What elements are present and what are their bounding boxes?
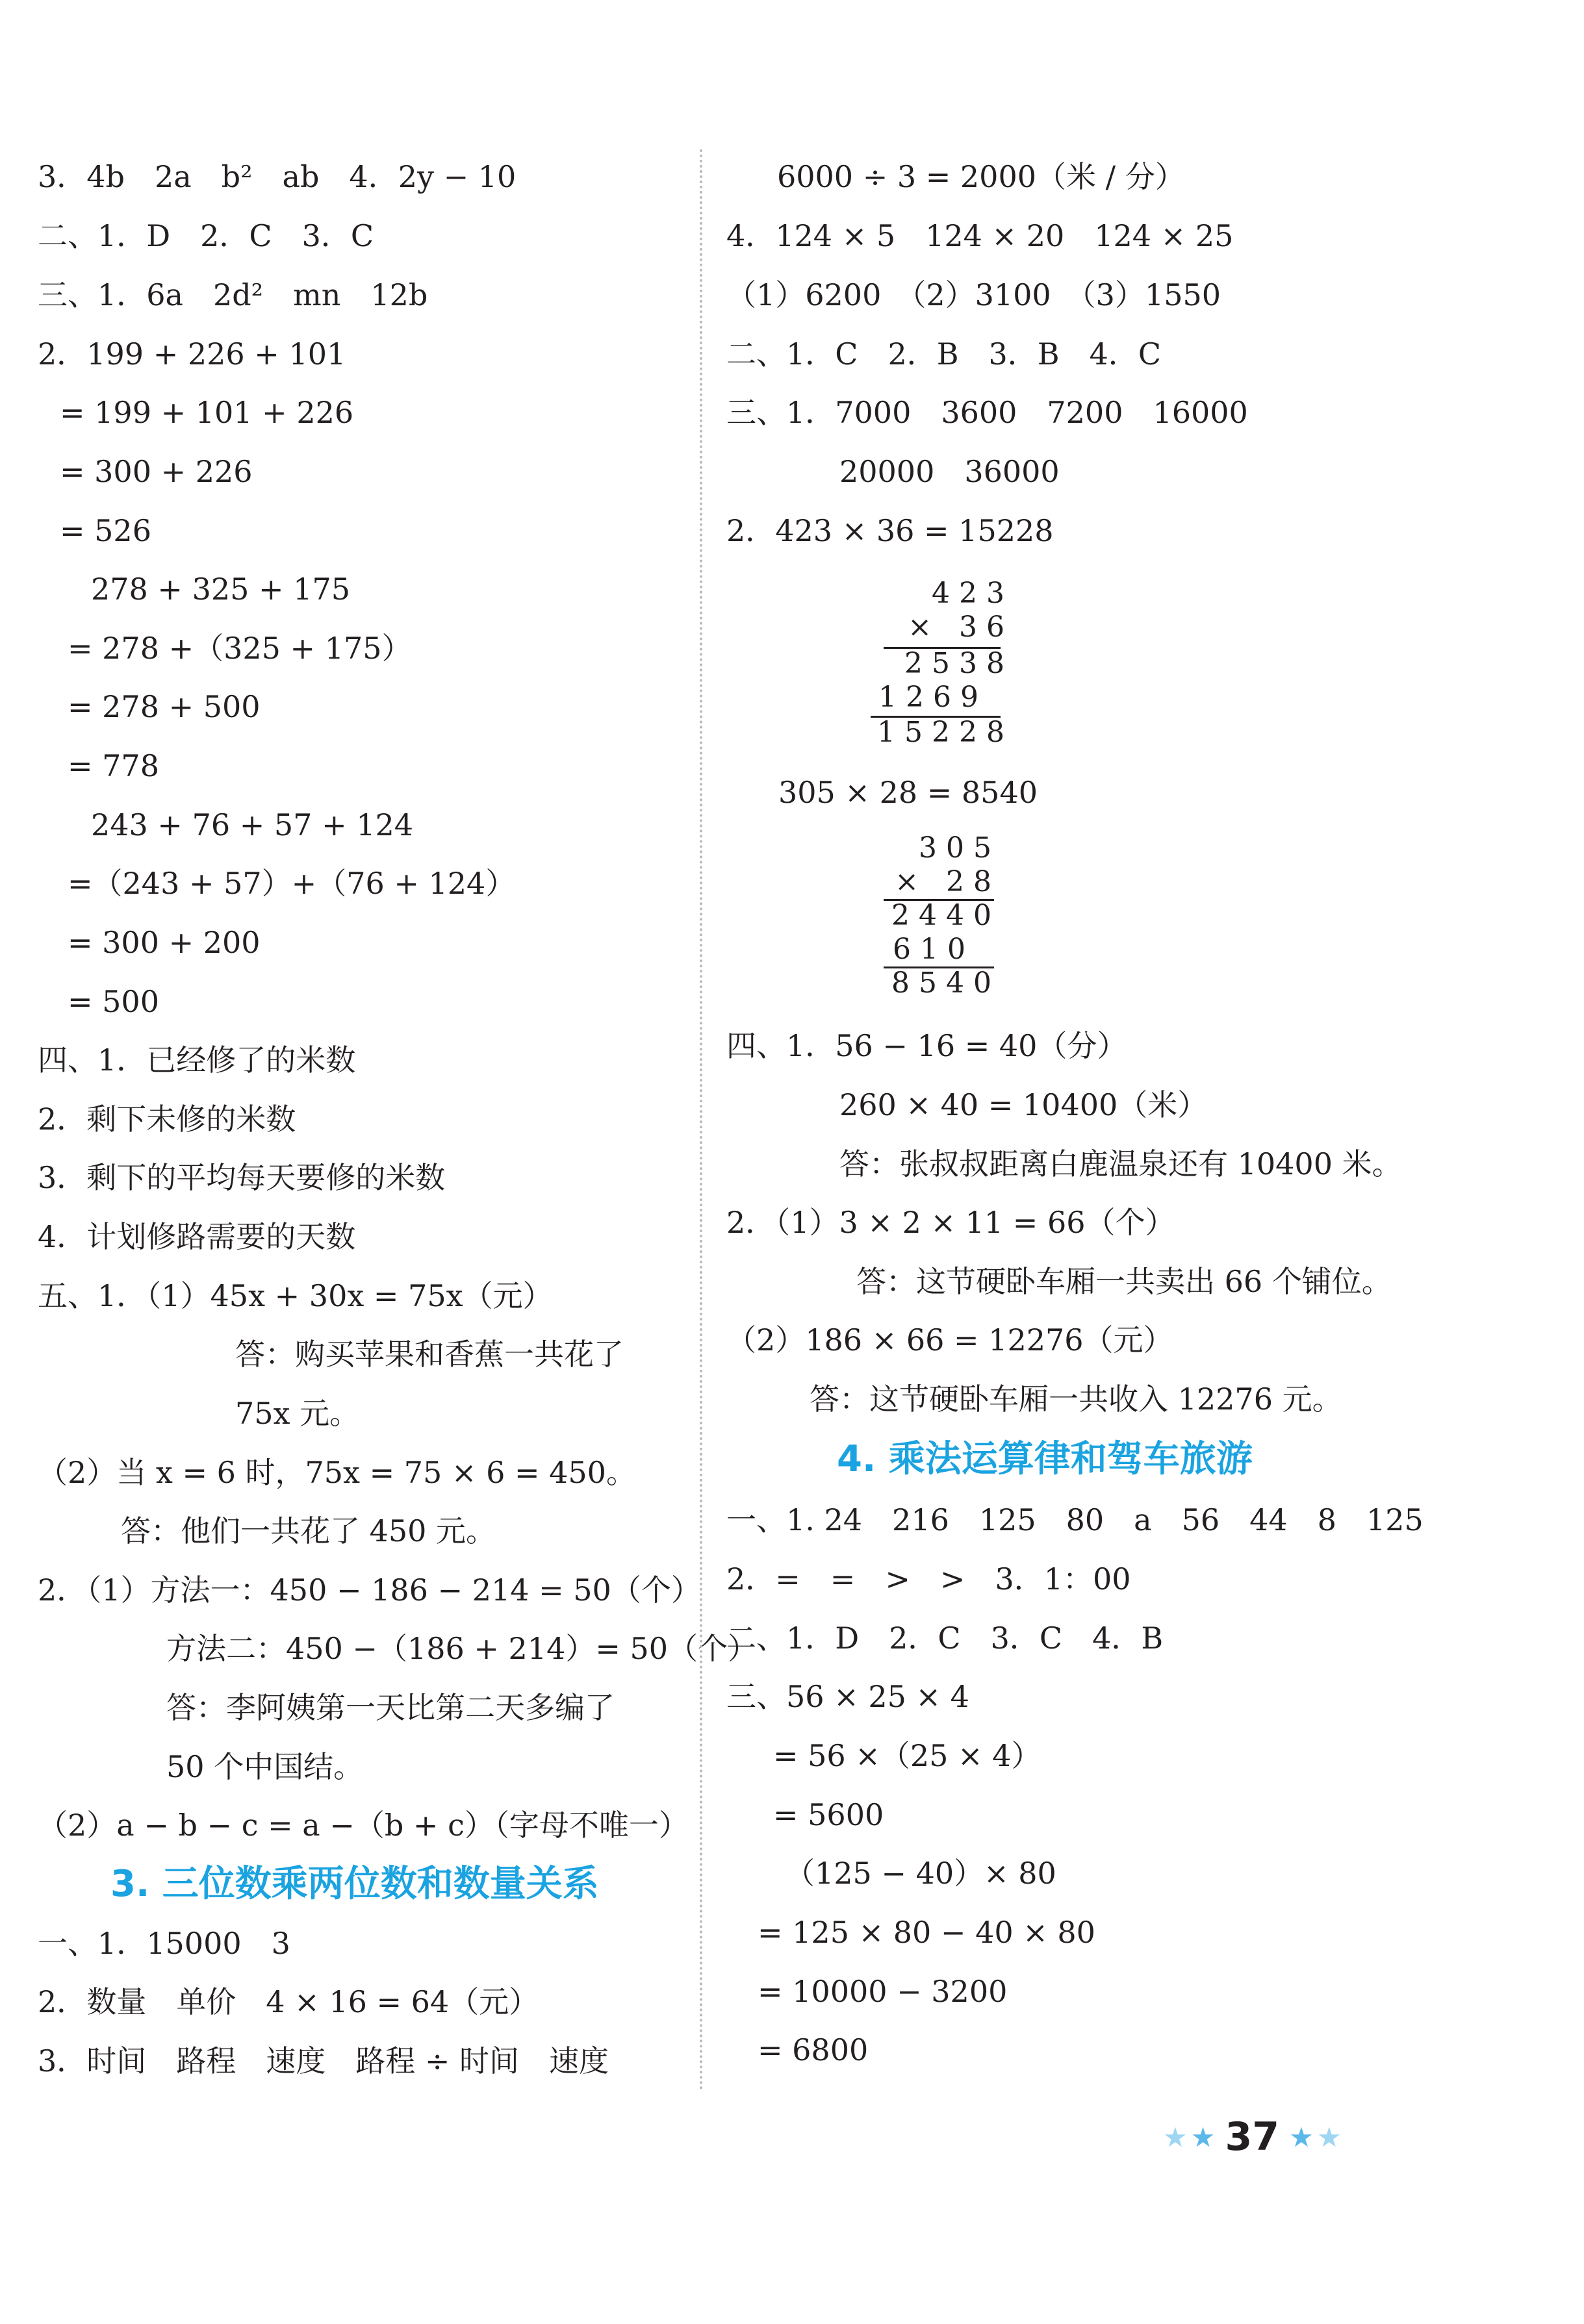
vertical-row: × 36 — [908, 611, 1014, 644]
answer-line: 2．423 × 36 = 15228 — [726, 513, 1054, 548]
vertical-row: 1269 — [878, 681, 988, 714]
answer-line: 四、1．已经修了的米数 — [38, 1042, 356, 1078]
vertical-row: 423 — [932, 577, 1014, 610]
answer-line: 260 × 40 = 10400（米） — [839, 1087, 1208, 1122]
vertical-row: 8540 — [891, 966, 1001, 1000]
vertical-row: 305 — [919, 831, 1001, 865]
answer-line: = 5600 — [773, 1797, 884, 1832]
answer-line: 答：他们一共花了 450 元。 — [121, 1513, 496, 1548]
answer-line: 305 × 28 = 8540 — [778, 775, 1038, 810]
answer-line: 二、1．D 2．C 3．C — [38, 218, 374, 253]
star-icon: ★ — [1163, 2121, 1188, 2153]
section-title: 3. 三位数乘两位数和数量关系 — [110, 1863, 599, 1905]
answer-line: 答：张叔叔距离白鹿温泉还有 10400 米。 — [839, 1146, 1402, 1181]
answer-line: 三、1．6a 2d² mn 12b — [38, 277, 428, 312]
answer-line: = 10000 − 3200 — [758, 1974, 1008, 2009]
answer-line: = 300 + 226 — [60, 454, 253, 489]
answer-line: （1）6200 （2）3100 （3）1550 — [726, 277, 1221, 312]
answer-line: 4．124 × 5 124 × 20 124 × 25 — [726, 218, 1234, 253]
vertical-row: 15228 — [877, 716, 1014, 749]
answer-line: 答：这节硬卧车厢一共卖出 66 个铺位。 — [856, 1264, 1392, 1299]
answer-line: 答：李阿姨第一天比第二天多编了 — [166, 1690, 615, 1725]
page-number: 37 — [1225, 2114, 1279, 2160]
answer-line: 2．= = > > 3．1：00 — [726, 1561, 1131, 1597]
answer-line: 75x 元。 — [235, 1396, 360, 1431]
answer-line: 3．4b 2a b² ab 4．2y − 10 — [38, 159, 517, 194]
star-icon: ★ — [1316, 2121, 1342, 2153]
answer-line: 四、1．56 − 16 = 40（分） — [726, 1028, 1127, 1063]
answer-line: 方法二：450 −（186 + 214）= 50（个） — [166, 1631, 758, 1666]
answer-line: = 526 — [60, 513, 151, 548]
column-divider — [700, 149, 702, 2091]
answer-line: = 278 +（325 + 175） — [68, 631, 412, 666]
answer-line: 2．199 + 226 + 101 — [38, 336, 346, 372]
section-title: 4. 乘法运算律和驾车旅游 — [837, 1438, 1253, 1480]
answer-line: = 500 — [68, 984, 159, 1019]
answer-line: 答：购买苹果和香蕉一共花了 — [235, 1337, 624, 1372]
answer-line: 278 + 325 + 175 — [91, 572, 350, 607]
answer-line: （125 − 40）× 80 — [785, 1856, 1056, 1891]
answer-line: 五、1．（1）45x + 30x = 75x（元） — [38, 1278, 553, 1313]
page-footer — [1163, 2114, 1342, 2166]
answer-line: 3．时间 路程 速度 路程 ÷ 时间 速度 — [38, 2043, 609, 2078]
answer-line: 二、1．D 2．C 3．C 4．B — [726, 1621, 1164, 1656]
answer-line: = 199 + 101 + 226 — [60, 395, 354, 430]
answer-line: （2）a − b − c = a −（b + c）（字母不唯一） — [38, 1808, 689, 1843]
answer-line: 2．剩下未修的米数 — [38, 1102, 296, 1137]
answer-line: 3．剩下的平均每天要修的米数 — [38, 1160, 446, 1195]
star-icon: ★ — [1289, 2121, 1314, 2153]
answer-line: = 278 + 500 — [68, 689, 261, 724]
vertical-row: 610 — [893, 933, 975, 966]
answer-line: 二、1．C 2．B 3．B 4．C — [726, 336, 1162, 372]
vertical-row: × 28 — [895, 865, 1001, 898]
answer-line: = 56 ×（25 × 4） — [773, 1738, 1041, 1773]
star-icon: ★ — [1190, 2121, 1216, 2153]
answer-line: （2）当 x = 6 时，75x = 75 × 6 = 450。 — [38, 1455, 636, 1490]
answer-line: 4．计划修路需要的天数 — [38, 1219, 356, 1254]
answer-line: = 778 — [68, 748, 159, 783]
answer-line: 答：这节硬卧车厢一共收入 12276 元。 — [810, 1382, 1342, 1417]
answer-line: = 125 × 80 − 40 × 80 — [758, 1915, 1095, 1950]
answer-line: 50 个中国结。 — [166, 1749, 364, 1784]
answer-line: 三、1．7000 3600 7200 16000 — [726, 395, 1248, 430]
vertical-row: 2538 — [904, 647, 1014, 680]
answer-line: = 6800 — [758, 2032, 869, 2067]
answer-line: =（243 + 57）+（76 + 124） — [68, 866, 516, 901]
answer-line: 一、1. 24 216 125 80 a 56 44 8 125 — [726, 1502, 1424, 1537]
answer-line: 2．数量 单价 4 × 16 = 64（元） — [38, 1984, 539, 2019]
answer-line: = 300 + 200 — [68, 925, 261, 960]
answer-line: 三、56 × 25 × 4 — [726, 1679, 969, 1714]
answer-line: 6000 ÷ 3 = 2000（米 / 分） — [777, 159, 1185, 194]
answer-line: （2）186 × 66 = 12276（元） — [726, 1322, 1173, 1358]
answer-line: 20000 36000 — [839, 454, 1060, 489]
answer-line: 2．（1）方法一：450 − 186 − 214 = 50（个） — [38, 1572, 701, 1608]
vertical-multiplication — [812, 831, 1001, 1013]
vertical-multiplication — [819, 577, 1014, 759]
answer-line: 一、1．15000 3 — [38, 1926, 290, 1961]
answer-line: 2．（1）3 × 2 × 11 = 66（个） — [726, 1205, 1175, 1240]
answer-line: 243 + 76 + 57 + 124 — [91, 807, 414, 842]
vertical-row: 2440 — [891, 899, 1001, 932]
